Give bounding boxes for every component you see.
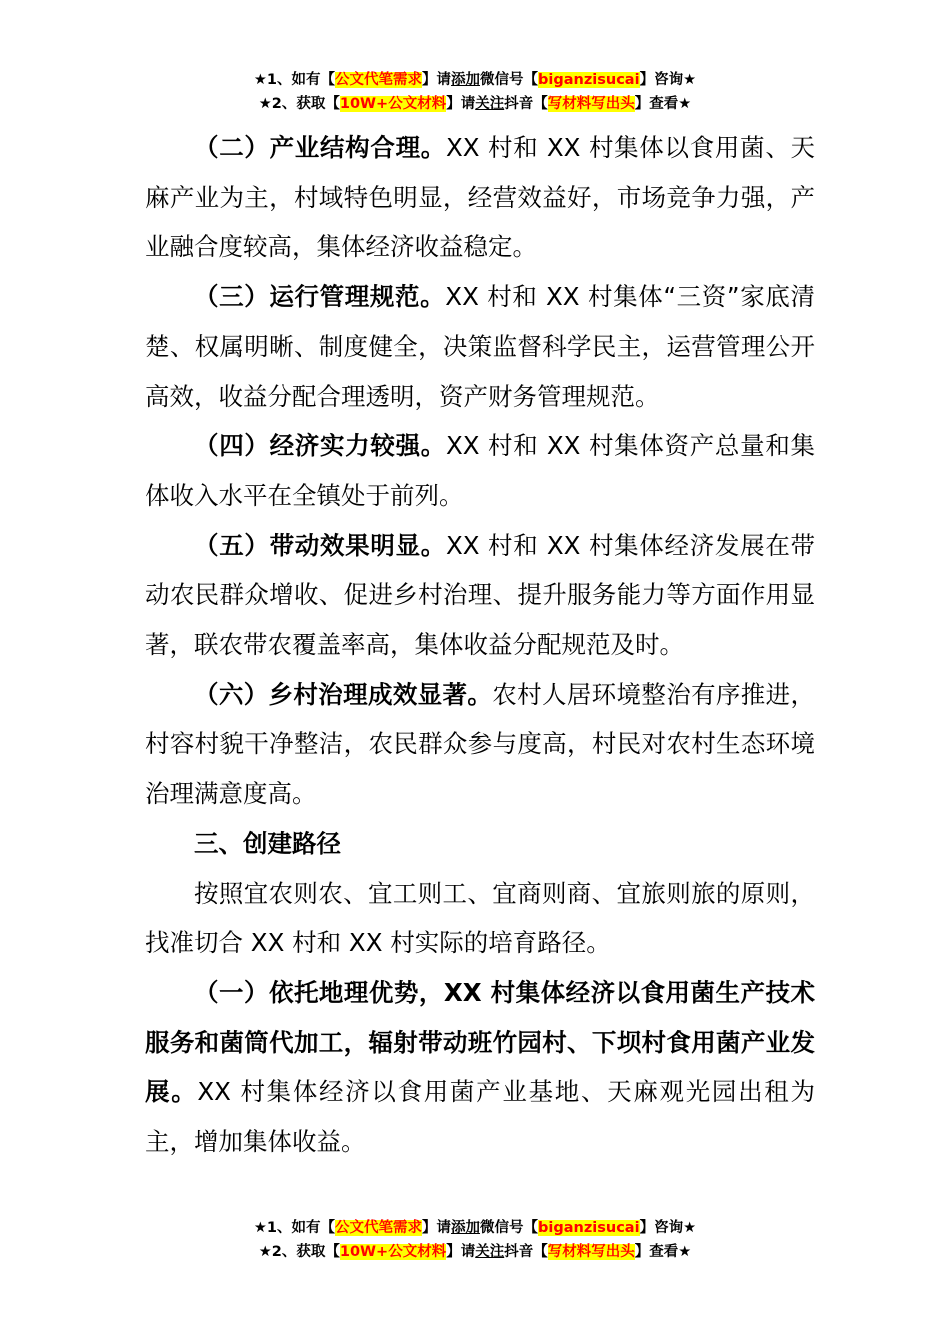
highlight-text: 写材料写出头: [547, 1244, 635, 1260]
paragraph-lead: （一）依托地理优势，XX 村集体经济以食用菌生产技术服务和菌筒代加工，辐射带动班竹园村、下坝村食用菌产业发展。: [145, 977, 815, 1107]
section-heading: 三、创建路径: [194, 828, 341, 858]
highlight-text: 写材料写出头: [547, 96, 635, 112]
highlight-text: 公文代笔需求: [335, 72, 423, 88]
paragraph-text: XX 村和 XX 村集体“三资”家底清楚、权属明晰、制度健全，决策监督科学民主，运营管理公开高效，收益分配合理透明，资产财务管理规范。: [145, 282, 815, 411]
paragraph-lead: （二）产业结构合理。: [194, 133, 446, 162]
banner-text: 抖音【: [504, 1244, 548, 1260]
banner-text: 】请: [446, 96, 476, 112]
paragraph: [145, 968, 815, 1167]
paragraph-lead: （四）经济实力较强。: [194, 431, 446, 461]
banner-text: 】请: [422, 72, 452, 88]
underlined-text: 关注: [475, 1244, 505, 1260]
paragraph: 按照宜农则农、宜工则工、宜商则商、宜旅则旅的原则，找准切合 XX 村和 XX 村实际的培育路径。: [145, 878, 815, 958]
banner-text: 】查看★: [634, 1244, 692, 1260]
underlined-text: 添加: [451, 1220, 481, 1236]
highlight-text: 公文代笔需求: [335, 1220, 423, 1236]
paragraph-text: XX 村和 XX 村集体资产总量和集体收入水平在全镇处于前列。: [145, 431, 816, 510]
banner-line-1: [0, 1216, 950, 1240]
banner-text: 】请: [422, 1220, 452, 1236]
banner-text: 】咨询★: [639, 72, 697, 88]
banner-text: 微信号【: [480, 72, 539, 88]
highlight-text: biganzisucai: [538, 72, 640, 88]
highlight-text: 10W+公文材料: [339, 96, 447, 112]
banner-text: ★1、如有【: [253, 72, 336, 88]
paragraph: [145, 521, 815, 670]
paragraph-text: XX 村和 XX 村集体经济发展在带动农民群众增收、促进乡村治理、提升服务能力等方面作用显著，联农带农覆盖率高，集体收益分配规范及时。: [145, 530, 816, 660]
paragraph-text: XX 村和 XX 村集体以食用菌、天麻产业为主，村域特色明显，经营效益好，市场竞争力强，产业融合度较高，集体经济收益稳定。: [145, 133, 816, 262]
paragraph-lead: （六）乡村治理成效显著。: [194, 679, 493, 709]
banner-text: ★1、如有【: [253, 1220, 336, 1236]
footer-banner: [0, 1216, 950, 1264]
banner-text: 】请: [446, 1244, 476, 1260]
paragraph-lead: （三）运行管理规范。: [194, 282, 446, 312]
paragraph: [145, 272, 815, 421]
paragraph-text: XX 村集体经济以食用菌产业基地、天麻观光园出租为主，增加集体收益。: [145, 1077, 815, 1157]
header-banner: [0, 68, 950, 116]
paragraph: [145, 670, 815, 819]
banner-text: ★2、获取【: [258, 1244, 340, 1260]
paragraph: [145, 123, 815, 272]
highlight-text: biganzisucai: [538, 1220, 640, 1236]
banner-text: 】咨询★: [639, 1220, 697, 1236]
banner-line-2: [0, 92, 950, 116]
highlight-text: 10W+公文材料: [339, 1244, 447, 1260]
banner-text: ★2、获取【: [258, 96, 340, 112]
underlined-text: 添加: [451, 72, 481, 88]
paragraph-lead: （五）带动效果明显。: [194, 530, 446, 560]
paragraph-text: 农村人居环境整治有序推进，村容村貌干净整洁，农民群众参与度高，村民对农村生态环境治理满意度高。: [145, 679, 815, 809]
banner-text: 微信号【: [480, 1220, 539, 1236]
paragraph: [145, 421, 815, 520]
banner-line-2: [0, 1240, 950, 1264]
banner-line-1: [0, 68, 950, 92]
document-body: [145, 123, 815, 1167]
underlined-text: 关注: [475, 96, 505, 112]
banner-text: 抖音【: [504, 96, 548, 112]
banner-text: 】查看★: [634, 96, 692, 112]
